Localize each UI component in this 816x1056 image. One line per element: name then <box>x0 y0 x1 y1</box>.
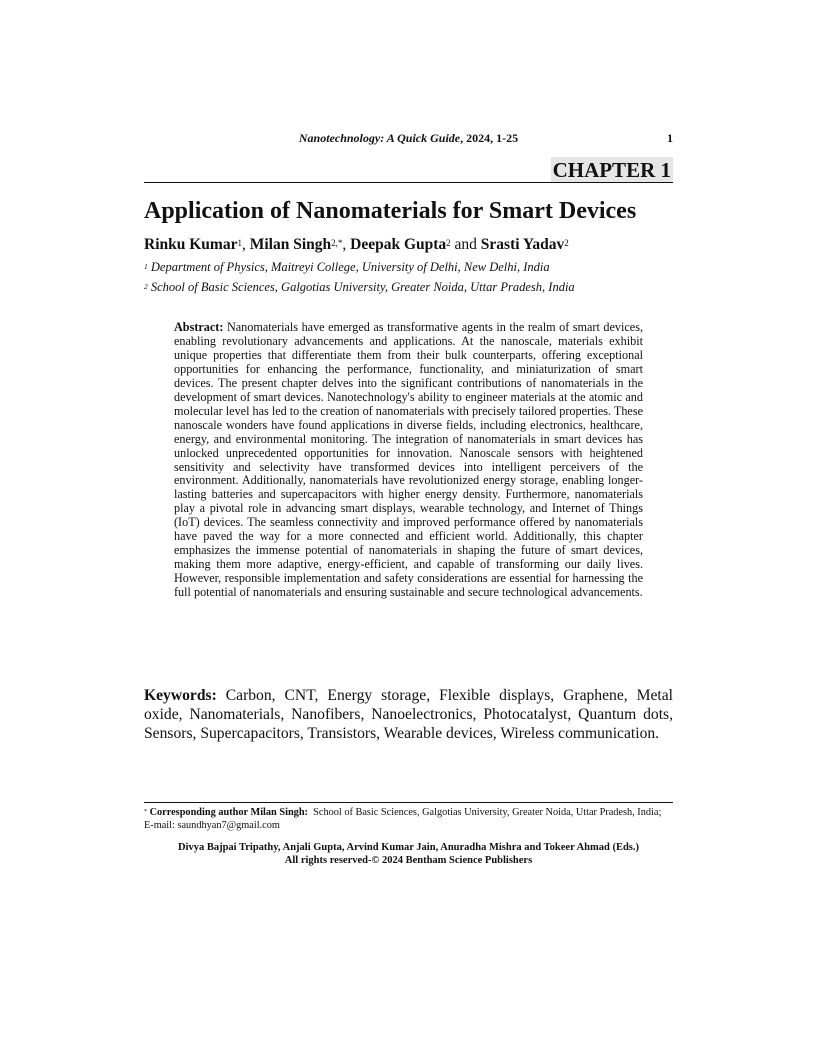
chapter-label: CHAPTER 1 <box>552 158 671 182</box>
keywords <box>144 686 673 743</box>
author-name: Deepak Gupta <box>350 236 447 253</box>
author-affil-sup: 2 <box>564 238 569 248</box>
footnote-text: School of Basic Sciences, Galgotias University, Greater Noida, Uttar Pradesh, India; E-mail: saundhyan7@gmail.com <box>144 807 662 831</box>
author-separator: , <box>342 236 351 253</box>
paper-title: Application of Nanomaterials for Smart Devices <box>144 198 637 224</box>
running-head-title <box>144 131 673 146</box>
affiliation-marker: 2 <box>144 282 148 291</box>
keywords-label: Keywords: <box>144 687 217 704</box>
footnote-rule <box>144 802 673 803</box>
author-name: Milan Singh <box>249 236 332 253</box>
editors-line: Divya Bajpai Tripathy, Anjali Gupta, Arvind Kumar Jain, Anuradha Mishra and Tokeer Ahmad (Eds.) <box>177 842 640 853</box>
journal-title: Nanotechnology: A Quick Guide <box>298 131 461 145</box>
footnote-marker: * <box>144 809 147 815</box>
author-affil-sup: 2,* <box>331 238 343 248</box>
abstract-text: Nanomaterials have emerged as transformative agents in the realm of smart devices, enabling revolutionary advancements and applications. At the nanoscale, materials exhibit unique properties that differentiate them from their bulk counterparts, offering exceptional opportunities for enhancing the performance, functionality, and miniaturization of smart devices. The present chapter delves into the significant contributions of nanomaterials in the development of smart devices. Nanotechnology's ability to engineer materials at the atomic and molecular level has led to the creation of nanomaterials with precisely tailored properties. These nanoscale wonders have found applications in diverse fields, including electronics, healthcare, energy, and environmental monitoring. The integration of nanomaterials in smart devices has unlocked unprecedented opportunities for innovation. Nanoscale sensors with heightened sensitivity and selectivity have transformed devices into intelligent perceivers of the environment. Additionally, nanomaterials have revolutionized energy storage, enabling longer-lasting batteries and supercapacitors with higher energy density. Furthermore, nanomaterials play a pivotal role in advancing smart displays, wearable technology, and Internet of Things (IoT) devices. The seamless connectivity and improved performance offered by nanomaterials have paved the way for a more connected and efficient world. Additionally, this chapter emphasizes the immense potential of nanomaterials in shaping the future of smart devices, making them more adaptive, energy-efficient, and capable of transforming our daily lives. However, responsible implementation and safety considerations are essential for harnessing the full potential of nanomaterials and ensuring sustainable and secure technological advancements. <box>174 320 644 600</box>
affiliation-text: Department of Physics, Maitreyi College, University of Delhi, New Delhi, India <box>150 260 550 274</box>
journal-volume-info: , 2024, 1-25 <box>460 131 519 145</box>
author-list <box>144 235 569 255</box>
abstract <box>174 321 643 600</box>
page-number: 1 <box>667 131 673 145</box>
footnote <box>144 806 673 832</box>
header-rule <box>144 182 673 183</box>
copyright-line: All rights reserved-© 2024 Bentham Science Publishers <box>284 854 533 866</box>
author-name: Srasti Yadav <box>480 236 565 253</box>
author-affil-sup: 2 <box>446 238 451 248</box>
running-head <box>144 131 673 147</box>
author-name: Rinku Kumar <box>144 236 238 253</box>
affiliation-marker: 1 <box>144 262 148 271</box>
affiliation <box>144 259 550 275</box>
author-separator: , <box>241 236 250 253</box>
keywords-text: Carbon, CNT, Energy storage, Flexible displays, Graphene, Metal oxide, Nanomaterials, Nanofibers, Nanoelectronics, Photocatalyst, Quantum dots, Sensors, Supercapacitors, Transistors, Wearable devices, Wireless communication. <box>144 687 673 742</box>
author-separator: and <box>450 236 481 253</box>
author-affil-sup: 1 <box>237 238 242 248</box>
editors-block <box>144 842 673 867</box>
abstract-label: Abstract: <box>174 320 224 334</box>
affiliation-text: School of Basic Sciences, Galgotias University, Greater Noida, Uttar Pradesh, India <box>150 280 575 294</box>
affiliation <box>144 279 575 295</box>
footnote-label: Corresponding author Milan Singh: <box>149 807 308 818</box>
